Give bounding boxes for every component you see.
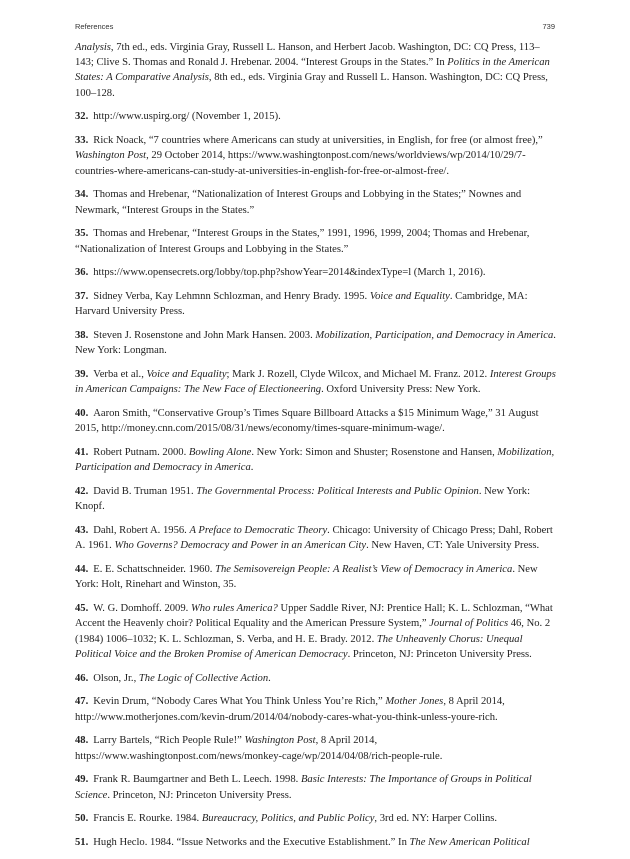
reference-text: . Princeton, NJ: Princeton University Press. [107, 789, 292, 801]
reference-text: Rick Noack, “7 countries where Americans can study at universities, in English, for free (or almost free),” [93, 135, 543, 147]
reference-title-italic: Voice and Equality [369, 291, 450, 303]
reference-text: , 7th ed., eds. Virginia Gray, Russell L. Hanson, and Herbert Jacob. Washington, DC: CQ Press, 113–143; Clive S. Thomas and Ronald J. Hrebenar. 2004. “Interest Groups in the States.” In [75, 42, 540, 69]
reference-number: 49. [75, 774, 89, 786]
reference-text: Larry Bartels, “Rich People Rule!” [93, 735, 245, 747]
reference-text: W. G. Domhoff. 2009. [93, 603, 191, 615]
reference-number: 43. [75, 525, 89, 537]
reference-number: 37. [75, 291, 89, 303]
reference-text: E. E. Schattschneider. 1960. [93, 564, 216, 576]
reference-text: Olson, Jr., [93, 672, 139, 684]
reference-number: 40. [75, 408, 89, 420]
reference-title-italic: The Logic of Collective Action [138, 672, 269, 684]
reference-title-italic: A Preface to Democratic Theory [189, 525, 328, 537]
reference-entry [75, 835, 557, 850]
reference-text: . New York: Longman. [75, 330, 556, 357]
reference-number: 33. [75, 135, 89, 147]
reference-title-italic: Mobilization, Participation, and Democracy in America [315, 330, 554, 342]
reference-entry [75, 406, 557, 436]
reference-number: 38. [75, 330, 89, 342]
reference-text: Frank R. Baumgartner and Beth L. Leech. 1998. [93, 774, 301, 786]
reference-text: . New York: Knopf. [75, 486, 531, 513]
reference-text: , 29 October 2014, https://www.washingtonpost.com/news/worldviews/wp/2014/10/29/7-countries-where-americans-can-study-at-universities-in-english-for-free-or-almost-free/. [75, 150, 526, 177]
reference-text: . [250, 462, 254, 474]
reference-title-italic: Washington Post [75, 150, 147, 162]
reference-title-italic: Who Governs? Democracy and Power in an American City [114, 540, 367, 552]
reference-title-italic: Bureaucracy, Politics, and Public Policy [201, 813, 375, 825]
reference-text: Thomas and Hrebenar, “Nationalization of Interest Groups and Lobbying in the States;” Nownes and Newmark, “Interest Groups in the States.” [75, 189, 522, 216]
reference-entry [75, 133, 557, 179]
reference-text: . Chicago: University of Chicago Press; Dahl, Robert A. 1961. [75, 525, 553, 552]
reference-title-italic: Politics in the American States: A Comparative Analysis [75, 57, 550, 84]
reference-entry [75, 671, 557, 686]
reference-text: Steven J. Rosenstone and John Mark Hansen. 2003. [93, 330, 316, 342]
reference-text: . New York: Holt, Rinehart and Winston, 35. [75, 564, 538, 591]
reference-entry [75, 289, 557, 319]
reference-title-italic: Journal of Politics [429, 618, 509, 630]
reference-title-italic: Mobilization, Participation and Democracy in America [75, 447, 555, 474]
reference-text: . New York: Simon and Shuster; Rosenstone and Hansen, [251, 447, 498, 459]
reference-number: 35. [75, 228, 89, 240]
reference-title-italic: Mother Jones [385, 696, 444, 708]
reference-number: 50. [75, 813, 89, 825]
reference-text: Robert Putnam. 2000. [93, 447, 189, 459]
reference-text: Verba et al., [93, 369, 147, 381]
reference-number: 36. [75, 267, 89, 279]
reference-text: Upper Saddle River, NJ: Prentice Hall; K. L. Schlozman, “What Accent the Heavenly choir? Political Equality and the American Pressure System,” [75, 603, 553, 630]
reference-text: Francis E. Rourke. 1984. [93, 813, 202, 825]
reference-number: 44. [75, 564, 89, 576]
reference-number: 42. [75, 486, 89, 498]
reference-number: 45. [75, 603, 89, 615]
reference-text: 46, No. 2 (1984) 1006–1032; K. L. Schlozman, S. Verba, and H. E. Brady. 2012. [75, 618, 551, 645]
reference-entry [75, 484, 557, 514]
reference-number: 46. [75, 672, 89, 684]
reference-entry [75, 523, 557, 553]
reference-text: . Princeton, NJ: Princeton University Press. [347, 648, 532, 660]
reference-list [75, 40, 557, 859]
reference-text: ; Mark J. Rozell, Clyde Wilcox, and Michael M. Franz. 2012. [226, 369, 490, 381]
reference-number: 41. [75, 447, 89, 459]
reference-title-italic: The Governmental Process: Political Interests and Public Opinion [196, 486, 479, 498]
reference-entry [75, 187, 557, 217]
reference-entry [75, 562, 557, 592]
reference-number: 34. [75, 189, 89, 201]
reference-entry [75, 733, 557, 763]
reference-text: . Oxford University Press: New York. [321, 384, 481, 396]
reference-text: . Cambridge, MA: Harvard University Press. [75, 291, 528, 318]
reference-text: Aaron Smith, “Conservative Group’s Times Square Billboard Attacks a $15 Minimum Wage,” 31 August 2015, http://money.cnn.com/2015/08/31/news/economy/times-square-minimum-wage/. [75, 408, 539, 435]
reference-title-italic: Basic Interests: The Importance of Groups in Political Science [75, 774, 532, 801]
reference-text: , 3rd ed. NY: Harper Collins. [374, 813, 498, 825]
reference-text: http://www.uspirg.org/ (November 1, 2015). [93, 111, 281, 123]
reference-text: . [268, 672, 271, 684]
reference-title-italic: The New American Political [409, 837, 530, 849]
reference-text: Thomas and Hrebenar, “Interest Groups in the States,” 1991, 1996, 1999, 2004; Thomas and Hrebenar, “Nationalization of Interest Groups and Lobbying in the States.” [75, 228, 530, 255]
reference-title-italic: Bowling Alone [188, 447, 252, 459]
reference-entry [75, 109, 557, 124]
running-header-title: References [75, 22, 114, 31]
reference-entry [75, 265, 557, 280]
reference-text: David B. Truman 1951. [93, 486, 197, 498]
reference-title-italic: Analysis [75, 42, 111, 53]
reference-text: https://www.opensecrets.org/lobby/top.php?showYear=2014&indexType=l (March 1, 2016). [93, 267, 486, 279]
reference-number: 51. [75, 837, 89, 849]
reference-entry [75, 772, 557, 802]
reference-text: Hugh Heclo. 1984. “Issue Networks and the Executive Establishment.” In [93, 837, 410, 849]
reference-title-italic: The Unheavenly Chorus: Unequal Political Voice and the Broken Promise of American Democracy [75, 633, 523, 660]
reference-number: 48. [75, 735, 89, 747]
reference-text: . New Haven, CT: Yale University Press. [366, 540, 540, 552]
reference-number: 32. [75, 111, 89, 123]
reference-entry [75, 367, 557, 397]
reference-number: 39. [75, 369, 89, 381]
reference-entry [75, 445, 557, 475]
page-number: 739 [542, 22, 555, 31]
reference-text: , 8 April 2014, http://www.motherjones.com/kevin-drum/2014/04/nobody-cares-what-you-think-unless-youre-rich. [75, 696, 505, 723]
reference-entry [75, 328, 557, 358]
reference-title-italic: Who rules America? [190, 603, 278, 615]
reference-text: Sidney Verba, Kay Lehmnn Schlozman, and Henry Brady. 1995. [93, 291, 370, 303]
reference-text: Kevin Drum, “Nobody Cares What You Think Unless You’re Rich,” [93, 696, 386, 708]
reference-entry [75, 601, 557, 662]
reference-text: , 8 April 2014, https://www.washingtonpost.com/news/monkey-cage/wp/2014/04/08/rich-people-rule. [75, 735, 443, 762]
reference-title-italic: Interest Groups in American Campaigns: The New Face of Electioneering [75, 369, 556, 396]
reference-text: Dahl, Robert A. 1956. [93, 525, 190, 537]
reference-text: , 8th ed., eds. Virginia Gray and Russell L. Hanson. Washington, DC: CQ Press, 100–128. [75, 72, 548, 99]
reference-entry [75, 694, 557, 724]
reference-entry [75, 40, 557, 101]
reference-title-italic: Washington Post [244, 735, 316, 747]
reference-title-italic: The Semisovereign People: A Realist’s View of Democracy in America [215, 564, 513, 576]
reference-entry [75, 811, 557, 826]
reference-entry [75, 226, 557, 256]
reference-title-italic: Voice and Equality [146, 369, 227, 381]
reference-number: 47. [75, 696, 89, 708]
